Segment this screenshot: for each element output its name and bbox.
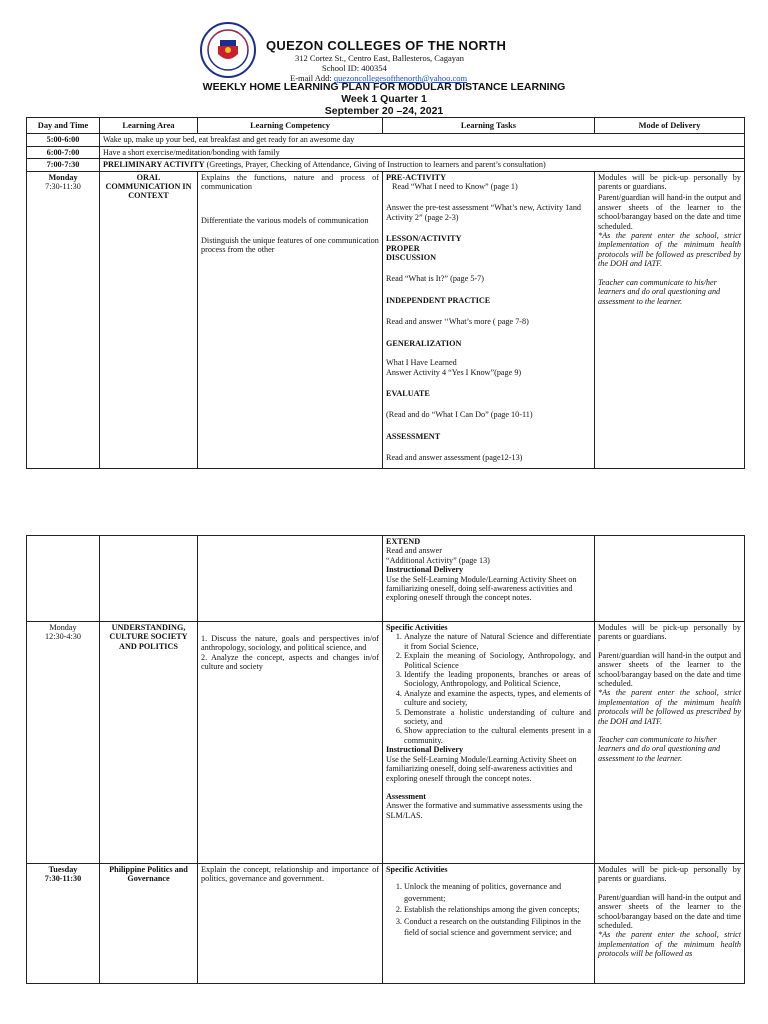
col-header-tasks: Learning Tasks [383, 118, 595, 134]
routine-text: Have a short exercise/meditation/bonding with family [100, 146, 745, 158]
task-label: Specific Activities [386, 623, 448, 632]
task-label: PRE-ACTIVITY [386, 172, 447, 182]
competency-item: Explains the functions, nature and process of communication [201, 172, 379, 192]
task-text: Read and answer [386, 546, 442, 556]
competency-cell [198, 622, 383, 864]
competency-item: Distinguish the unique features of one communication process from the other [201, 235, 379, 255]
preliminary-text: (Greetings, Prayer, Checking of Attendance, Giving of Instruction to learners and parent’s consultation) [204, 160, 546, 170]
letterhead [0, 8, 768, 83]
list-item: 4. Analyze and examine the aspects, types, and elements of culture and society, [404, 689, 591, 708]
col-header-area: Learning Area [100, 118, 198, 134]
col-header-day: Day and Time [27, 118, 100, 134]
task-label: LESSON/ACTIVITY [386, 234, 462, 244]
task-label: EVALUATE [386, 388, 430, 398]
delivery-cell [595, 622, 745, 864]
task-text: Use the Self-Learning Module/Learning Activity Sheet on familiarizing oneself, doing self-awareness activities and exploring oneself through the concept notes. [386, 754, 577, 783]
routine-row [27, 134, 745, 146]
competency-item: 2. Analyze the concept, aspects and changes in/of culture and society [201, 652, 379, 672]
school-address: 312 Cortez St., Centro East, Ballesteros, Cagayan [295, 53, 465, 63]
activity-list [386, 632, 591, 745]
list-item: 1. Analyze the nature of Natural Science and differentiate it from Social Science, [404, 632, 591, 651]
task-text: Read and answer assessment (page12-13) [386, 453, 523, 463]
delivery-handin: Parent/guardian will hand-in the output and answer sheets of the learner to the school/barangay based on the date and time scheduled. [598, 892, 741, 931]
time-label: 12:30-4:30 [45, 632, 81, 642]
list-item: 2. Establish the relationships among the given concepts; [404, 904, 591, 916]
tasks-cell [383, 622, 595, 864]
schedule-row [27, 864, 745, 984]
tasks-cell [383, 864, 595, 984]
plan-title: WEEKLY HOME LEARNING PLAN FOR MODULAR DISTANCE LEARNING [202, 81, 566, 93]
routine-text [100, 159, 745, 171]
delivery-protocol: *As the parent enter the school, strict implementation of the minimum health protocols will be followed as prescribed by the DOH and IATF. [598, 688, 741, 726]
competency-cell: Explain the concept, relationship and importance of politics, governance and government. [198, 864, 383, 984]
task-text: “Additional Activity” (page 13) [386, 555, 490, 565]
delivery-pickup: Modules will be pick-up personally by parents or guardians. [598, 172, 741, 192]
list-item: 1. Unlock the meaning of politics, governance and government; [404, 881, 591, 904]
empty-cell [198, 536, 383, 622]
learning-plan-table-continued [26, 535, 745, 984]
day-label: Monday [49, 623, 77, 632]
page-one [0, 0, 768, 478]
list-item: 5. Demonstrate a holistic understanding of culture and society, and [404, 708, 591, 727]
delivery-handin: Parent/guardian will hand-in the output and answer sheets of the learner to the school/barangay based on the date and time scheduled. [598, 193, 741, 231]
col-header-delivery: Mode of Delivery [595, 118, 745, 134]
task-text: Read “What is It?” (page 5-7) [386, 274, 484, 284]
empty-cell [27, 536, 100, 622]
task-text: Answer the formative and summative assessments using the SLM/LAS. [386, 801, 583, 820]
delivery-pickup: Modules will be pick-up personally by parents or guardians. [598, 865, 741, 884]
task-label: PROPER [386, 243, 420, 253]
list-item: 3. Conduct a research on the outstanding Filipinos in the field of social science and government service; and [404, 916, 591, 939]
task-text: (Read and do “What I Can Do” (page 10-11) [386, 410, 533, 420]
activity-list [386, 881, 591, 939]
delivery-cell [595, 171, 745, 468]
routine-time: 6:00-7:00 [27, 146, 100, 158]
task-text: Use the Self-Learning Module/Learning Activity Sheet on familiarizing oneself, doing self-awareness activities and exploring oneself through the concept notes. [386, 574, 577, 603]
routine-time: 5:00-6:00 [27, 134, 100, 146]
day-time-cell [27, 622, 100, 864]
plan-dates: September 20 –24, 2021 [324, 105, 444, 117]
delivery-handin: Parent/guardian will hand-in the output and answer sheets of the learner to the school/barangay based on the date and time scheduled. [598, 650, 741, 689]
delivery-protocol: *As the parent enter the school, strict implementation of the minimum health protocols will be followed as prescribed by the DOH and IATF. [598, 231, 741, 269]
task-label: Assessment [386, 791, 427, 801]
competency-cell [198, 171, 383, 468]
day-label: Tuesday [48, 865, 78, 874]
task-label: Instructional Delivery [386, 745, 464, 755]
task-label: Specific Activities [386, 865, 448, 874]
school-name: QUEZON COLLEGES OF THE NORTH [266, 38, 507, 53]
tasks-cell [383, 536, 595, 622]
day-label: Monday [48, 172, 78, 182]
list-item: 2. Explain the meaning of Sociology, Anthropology, and Political Science [404, 651, 591, 670]
task-text: What I Have Learned [386, 358, 457, 368]
routine-time: 7:00-7:30 [27, 159, 100, 171]
email-label: E-mail Add: [290, 73, 334, 83]
task-label: GENERALIZATION [386, 338, 462, 348]
schedule-row [27, 622, 745, 864]
competency-item: 1. Discuss the nature, goals and perspectives in/of anthropology, sociology, and political science, and [201, 634, 379, 653]
task-text: Answer the pre-test assessment “What’s new, Activity 1and Activity 2” (page 2-3) [386, 203, 582, 222]
task-text: Read “What I need to Know” (page 1) [392, 182, 518, 192]
plan-week: Week 1 Quarter 1 [341, 93, 427, 105]
task-label: INDEPENDENT PRACTICE [386, 295, 491, 305]
learning-area-cell: UNDERSTANDING, CULTURE SOCIETY AND POLITICS [100, 622, 198, 864]
list-item: 6. Show appreciation to the cultural elements present in a community. [404, 726, 591, 745]
routine-text: Wake up, make up your bed, eat breakfast and get ready for an awesome day [100, 134, 745, 146]
schedule-row [27, 171, 745, 468]
task-label: ASSESSMENT [386, 431, 441, 441]
task-text: Read and answer ‘‘What’s more ( page 7-8) [386, 317, 529, 327]
school-seal-logo [200, 22, 256, 78]
plan-titles [0, 81, 768, 117]
empty-cell [100, 536, 198, 622]
delivery-protocol-cut: *As the parent enter the school, strict implementation of the minimum health protocols will be followed as [598, 930, 741, 959]
tasks-cell [383, 171, 595, 468]
delivery-teacher: Teacher can communicate to his/her learners and do oral questioning and assessment to the learner. [598, 735, 721, 763]
competency-item: Differentiate the various models of communication [201, 216, 369, 226]
task-label: EXTEND [386, 537, 421, 546]
preliminary-label: PRELIMINARY ACTIVITY [103, 160, 205, 170]
day-time-cell [27, 171, 100, 468]
routine-row [27, 159, 745, 171]
learning-plan-table [26, 117, 745, 469]
empty-cell [595, 536, 745, 622]
task-label: Instructional Delivery [386, 565, 464, 575]
delivery-cell [595, 864, 745, 984]
delivery-teacher: Teacher can communicate to his/her learners and do oral questioning and assessment to the learner. [598, 277, 721, 306]
task-label: DISCUSSION [386, 253, 437, 263]
continued-row [27, 536, 745, 622]
delivery-pickup: Modules will be pick-up personally by parents or guardians. [598, 623, 741, 642]
routine-row [27, 146, 745, 158]
email-link[interactable]: quezoncollegesofthenorth@yahoo.com [333, 73, 468, 83]
table-header-row [27, 118, 745, 134]
learning-area-cell: Philippine Politics and Governance [100, 864, 198, 984]
learning-area-cell: ORAL COMMUNICATION IN CONTEXT [100, 171, 198, 468]
time-label: 7:30-11:30 [44, 874, 82, 884]
time-label: 7:30-11:30 [45, 182, 81, 192]
list-item: 3. Identify the leading proponents, branches or areas of Sociology, Anthropology, and Political Science, [404, 670, 591, 689]
day-time-cell [27, 864, 100, 984]
school-id: School ID: 400354 [322, 63, 387, 73]
page-gap [0, 478, 768, 530]
task-text: Answer Activity 4 “Yes I Know”(page 9) [386, 367, 522, 377]
col-header-competency: Learning Competency [198, 118, 383, 134]
